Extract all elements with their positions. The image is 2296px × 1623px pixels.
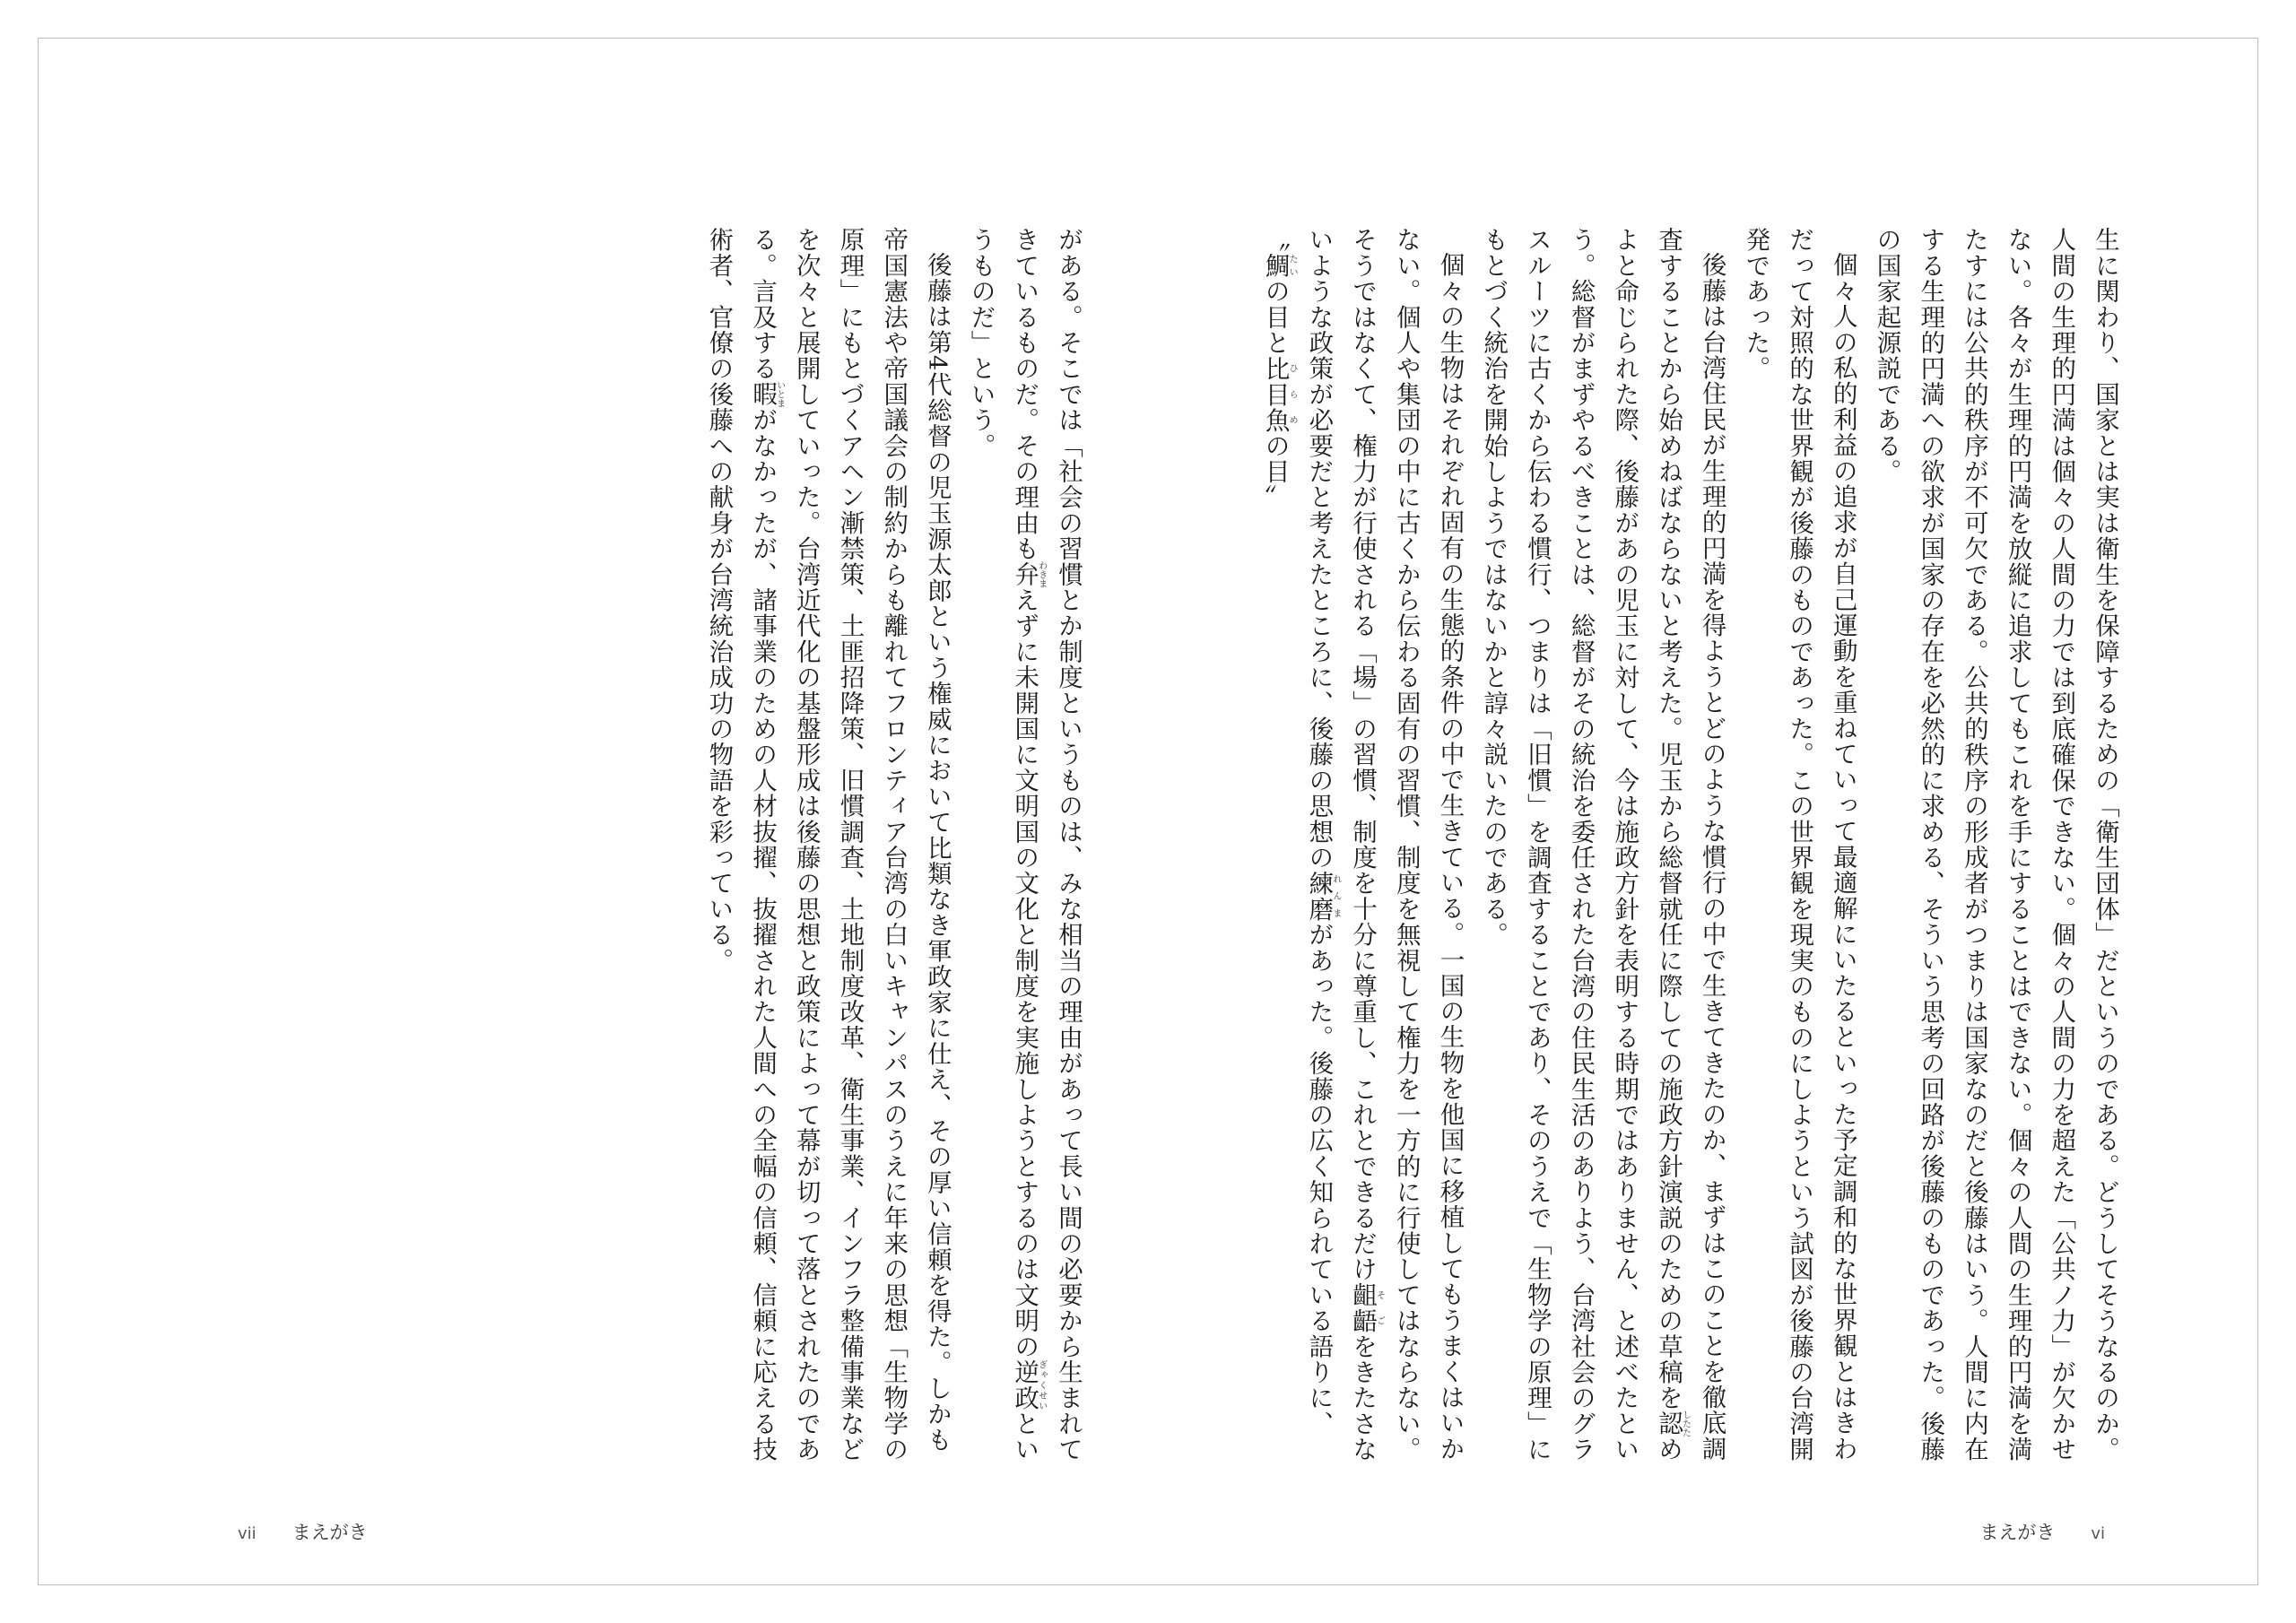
text-run: 個々の生物はそれぞれ固有の生態的条件の中で生きている。一国の生物を他国に移植してもうまくはいかない。個人や集団の中に古くから伝わる固有の習慣、制度を無視して権力を一方的に行使してはならない。そうではなくて、権力が行使される「場」の習慣、制度を十分に尊重し、これとできるだけ [1348,227,1465,1462]
ruby-reading: たい [1287,252,1298,279]
ruby-base: 弁 [1010,560,1039,588]
left-page-body [583,227,1090,1464]
right-page-number: vi [2091,1524,2105,1543]
ruby-reading: ぎゃくせい [1036,1358,1047,1411]
text-run: 個々人の私的利益の追求が自己運動を重ねていって最適解にいたるといった予定調和的な世界観とはきわだって対照的な世界観が後藤のものであった。この世界観を現実のものにしようという試図が後藤の台湾開発であった。 [1741,227,1857,1462]
ruby-reading: れんま [1330,870,1341,922]
text-run: の目と [1260,278,1290,356]
ruby-word [1304,870,1341,922]
ruby-base: 暇 [748,380,778,408]
text-run: えずに未開国に文明国の文化と制度を実施しようとするのは文明の [1010,586,1039,1359]
ruby-word [1260,355,1298,433]
text-run: 後藤は第4代総督の児玉源太郎という権威において比類なき軍政家に仕え、その厚い信頼を得た。しかも帝国憲法や帝国議会の制約からも離れてフロンティア台湾の白いキャンパスのうえに年来の思想「生物学の原理」にもとづくアヘン漸禁策、土匪招降策、旧慣調査、土地制度改革、衛生事業、インフラ整備事業などを次々と展開していった。台湾近代化の基盤形成は後藤の思想と政策によって幕が切って落とされたのである。言及する [748,227,952,1462]
text-run: 生に関わり、国家とは実は衛生を保障するための「衛生団体」だというのである。どうしてそうなるのか。人間の生理的円満は個々の人間の力では到底確保できない。個々の人間の力を超えた「公共ノ力」が欠かせない。各々が生理的円満を放縦に追求してもこれを手にすることはできない。個々の人間の生理的円満を満たすには公共的秩序が不可欠である。公共的秩序の形成者がつまりは国家なのだと後藤はいう。人間に内在する生理的円満への欲求が国家の存在を必然的に求める、そういう思考の回路が後藤のものであった。後藤の国家起源説である。 [1872,227,2119,1462]
ruby-reading: したた [1680,1410,1691,1437]
right-page-body [1225,227,2126,1464]
ruby-reading: そご [1374,1281,1385,1334]
ruby-reading: いとま [774,380,785,408]
paragraph [1734,227,1865,1464]
paragraph [1471,227,1733,1464]
text-run: がある。そこでは「社会の習慣とか制度というものは、みな相当の理由があって長い間の必要から生まれてきているものだ。その理由も [1010,227,1083,1462]
right-running-head: まえがき [1979,1522,2056,1543]
left-page-number: vii [238,1524,257,1543]
ruby-base: 比目魚 [1260,355,1290,433]
text-run: 後藤は台湾住民が生理的円満を得ようとどのような慣行の中で生きてきたのか、まずはこのことを徹底調査することから始めねばならないと考えた。児玉から総督就任に際しての施政方針演説のための草稿を [1653,227,1726,1462]
ruby-word [1653,1410,1691,1437]
left-running-head: まえがき [291,1522,368,1543]
right-folio [1979,1518,2105,1545]
ruby-reading: わきま [1036,560,1047,588]
left-folio [238,1518,368,1545]
ruby-word [1010,560,1047,588]
text-run: の目〟 [1260,432,1290,510]
paragraph [697,227,959,1464]
paragraph [959,227,1090,1464]
book-spread [38,38,2258,1585]
text-run: がなかったが、諸事業のための人材抜擢、抜擢された人間への全幅の信頼、信頼に応える技術者、官僚の後藤への献身が台湾統治成功の物語を彩っている。 [704,227,778,1462]
text-run: をきたさないような政策が必要だと考えたところに、後藤の思想の [1304,227,1378,1462]
ruby-base: 認 [1653,1410,1683,1437]
ruby-base: 逆政 [1010,1358,1039,1411]
text-run: というものだ」という。 [966,227,1039,1462]
ruby-base: 齟齬 [1348,1281,1378,1334]
paragraph [1253,227,1472,1464]
ruby-reading: ひらめ [1287,355,1298,433]
text-run: めよと命じられた際、後藤があの児玉に対して、今は施政方針を表明する時期ではありません、と述べたという。総督がまずやるべきことは、総督がその統治を委任された台湾の住民生活のありよう、台湾社会のグラスルーツに古くから伝わる慣行、つまりは「旧慣」を調査することであり、そのうえで「生物学の原理」にもとづく統治を開始しようではないかと諄々説いたのである。 [1479,227,1683,1462]
ruby-word [1348,1281,1385,1334]
paragraph [1865,227,2126,1464]
ruby-word [1260,252,1298,279]
ruby-word [748,380,785,408]
text-run: があった。後藤の広く知られている語りに、〝 [1260,227,1334,1436]
ruby-base: 鯛 [1260,252,1290,279]
ruby-base: 練磨 [1304,870,1334,922]
ruby-word [1010,1358,1047,1411]
